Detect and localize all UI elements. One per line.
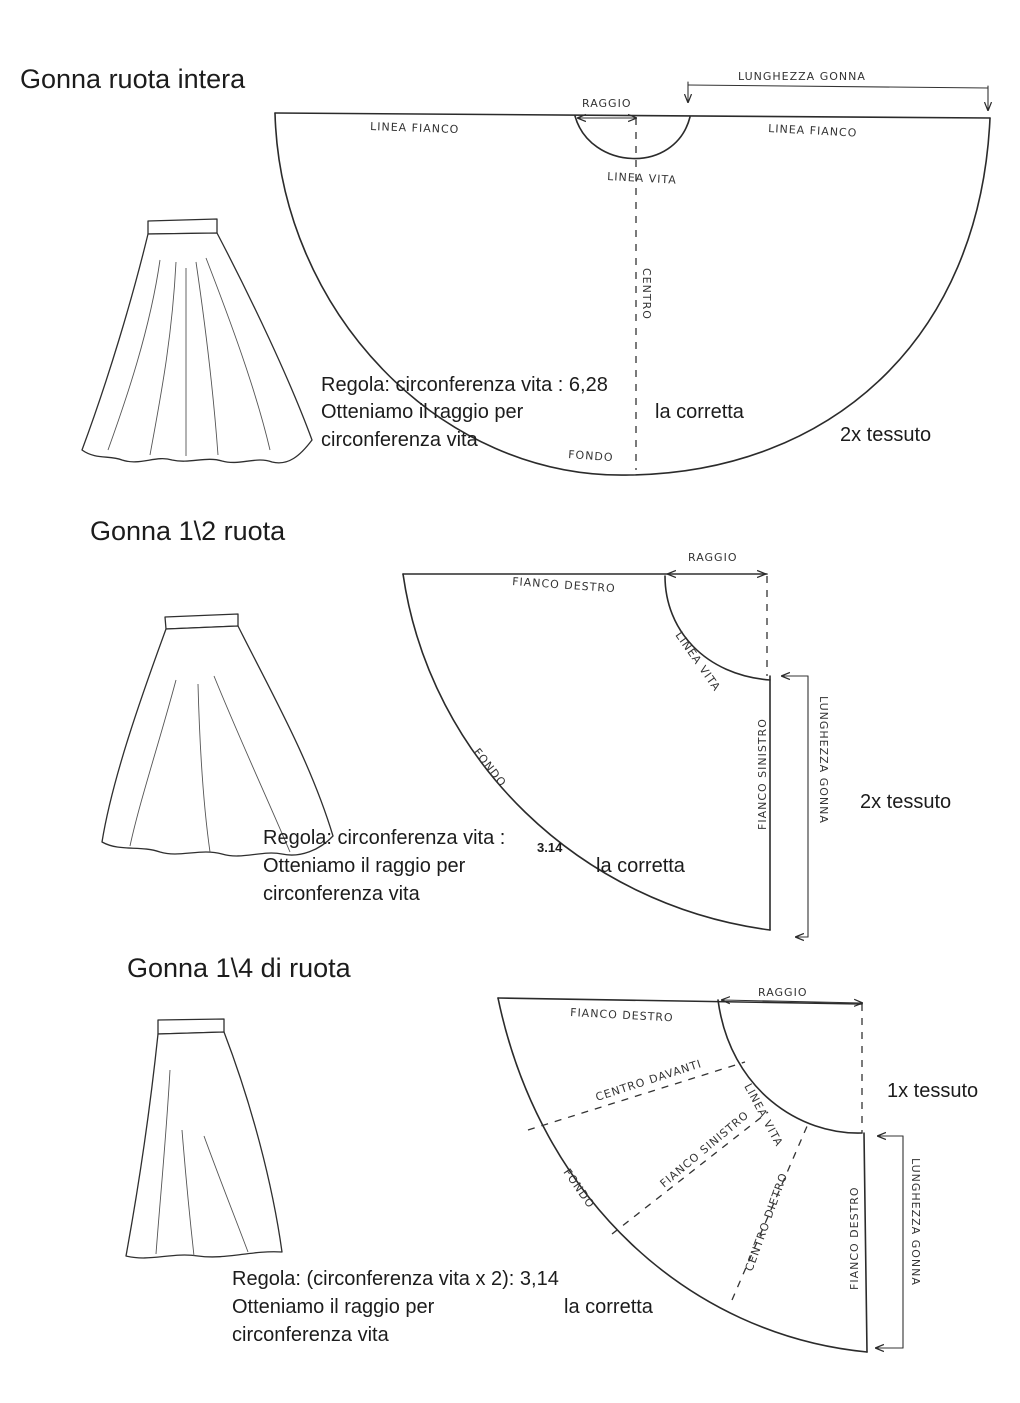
label-linea-vita: LINEA VITA (606, 170, 678, 187)
rule-divisor: 3.14 (537, 840, 563, 855)
rule-line-2: Otteniamo il raggio per (232, 1296, 435, 1318)
label-fondo: FONDO (567, 448, 614, 465)
label-fianco-sinistro: FIANCO SINISTRO (756, 718, 769, 830)
label-lunghezza-gonna: LUNGHEZZA GONNA (909, 1158, 922, 1286)
section-full-circle (20, 64, 990, 475)
label-linea-fianco-left: LINEA FIANCO (369, 120, 460, 137)
section-title: Gonna ruota intera (20, 64, 246, 94)
label-fianco-sinistro: FIANCO SINISTRO (657, 1108, 752, 1191)
label-raggio: RAGGIO (688, 551, 738, 564)
section-half-circle (90, 516, 951, 937)
label-linea-fianco-right: LINEA FIANCO (767, 122, 858, 140)
label-fondo: FONDO (560, 1166, 598, 1211)
label-centro-davanti: CENTRO DAVANTI (593, 1057, 704, 1104)
rule-line-4: circonferenza vita (232, 1324, 389, 1346)
rule-line-2: Otteniamo il raggio per (321, 401, 524, 423)
skirt-sketch-quarter-circle (126, 1019, 282, 1258)
rule-line-1: Regola: (circonferenza vita x 2): 3,14 (232, 1268, 559, 1290)
rule-line-1: Regola: circonferenza vita : 6,28 (321, 374, 608, 396)
fabric-quantity: 2x tessuto (840, 424, 932, 446)
rule-line-2: Otteniamo il raggio per (263, 855, 466, 877)
label-raggio: RAGGIO (582, 97, 632, 110)
rule-line-1: Regola: circonferenza vita : (263, 827, 506, 849)
label-fianco-destro-side: FIANCO DESTRO (848, 1186, 861, 1290)
fabric-quantity: 1x tessuto (887, 1080, 979, 1102)
rule-line-3: la corretta (564, 1296, 653, 1318)
label-centro-dietro: CENTRO DIETRO (742, 1170, 791, 1274)
label-centro: CENTRO (640, 268, 653, 320)
skirt-sketch-full-circle (82, 219, 312, 463)
skirt-sketch-half-circle (102, 614, 333, 856)
label-fianco-destro: FIANCO DESTRO (511, 575, 617, 596)
section-title: Gonna 1\4 di ruota (127, 953, 351, 983)
rule-line-4: circonferenza vita (263, 883, 420, 905)
section-quarter-circle (126, 953, 978, 1352)
label-raggio: RAGGIO (758, 986, 808, 999)
rule-line-3: la corretta (655, 401, 744, 423)
pattern-quarter-circle (498, 986, 922, 1352)
rule-line-4: circonferenza vita (321, 429, 478, 451)
label-lunghezza-gonna: LUNGHEZZA GONNA (817, 696, 830, 824)
label-fondo: FONDO (470, 745, 509, 790)
rule-line-3: la corretta (596, 855, 685, 877)
pattern-half-circle (403, 551, 830, 937)
label-fianco-destro-top: FIANCO DESTRO (569, 1006, 674, 1025)
fabric-quantity: 2x tessuto (860, 791, 952, 813)
label-linea-vita: LINEA VITA (672, 629, 724, 694)
label-linea-vita: LINEA VITA (741, 1081, 786, 1149)
label-lunghezza-gonna: LUNGHEZZA GONNA (738, 70, 866, 83)
section-title: Gonna 1\2 ruota (90, 516, 286, 546)
